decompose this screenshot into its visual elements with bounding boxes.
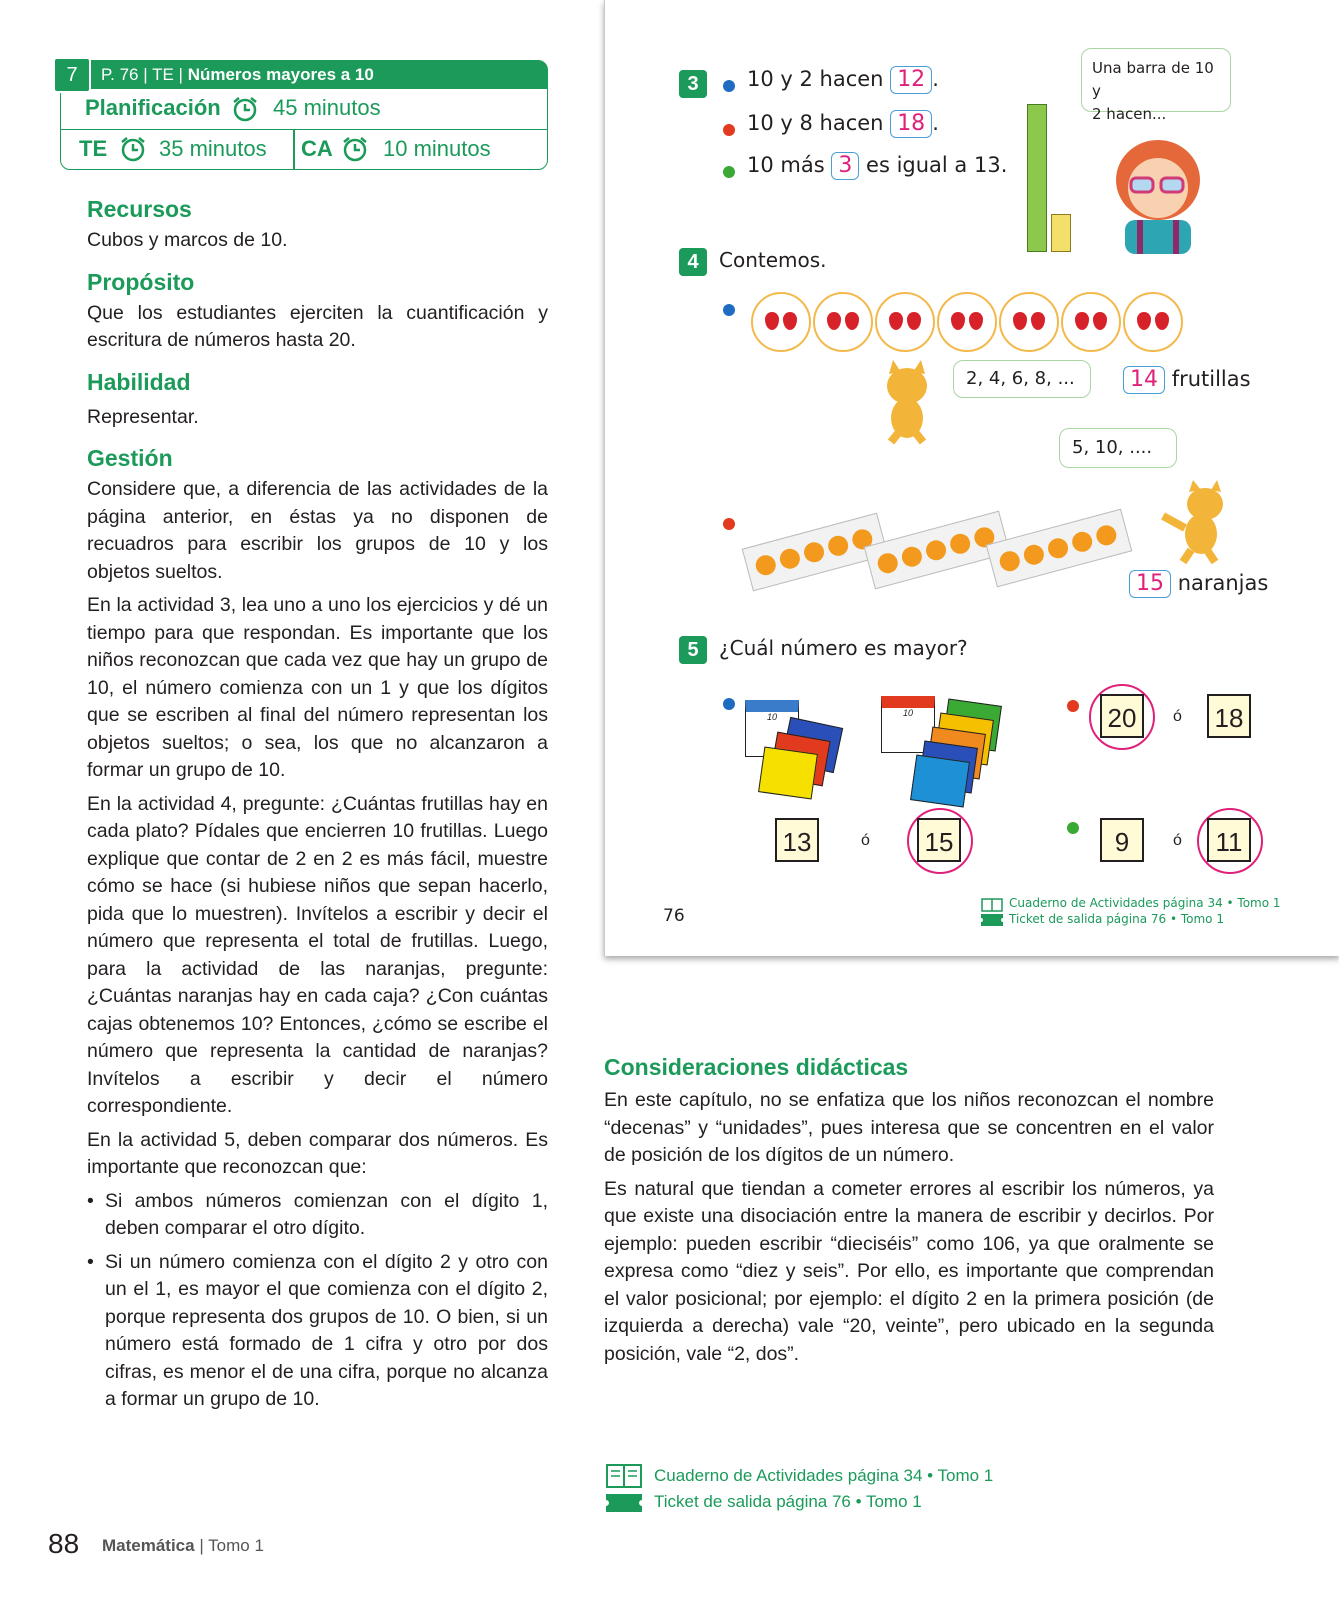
strawberry bbox=[907, 312, 921, 330]
orange bbox=[875, 551, 899, 575]
consid-paragraph: Es natural que tiendan a cometer errores al escribir los números, ya que existe una disociación entre la manera de escribir y decirlos. Por ejemplo: pueden escribir “dieciséis” como 106, ya que oralmente se expresa como “diez y seis”. Por ello, es importante que comprendan el valor posicional; por ejemplo: el dígito 2 en la primera posición (de izquierda a derecha) vale “20, veinte”, pero ubicado en la segunda posición, vale “2, dos”. bbox=[604, 1177, 1214, 1365]
notebook-icon bbox=[606, 1464, 642, 1488]
ten-bar-block bbox=[1027, 104, 1047, 252]
strawberry bbox=[1031, 312, 1045, 330]
te-time: 35 minutos bbox=[159, 136, 267, 161]
proposito-title: Propósito bbox=[87, 268, 195, 295]
ca-label: CA bbox=[301, 136, 333, 161]
strawberry bbox=[1093, 312, 1107, 330]
strawberry-plate bbox=[813, 292, 873, 352]
alarm-clock-icon bbox=[119, 135, 147, 163]
footer-ref-activities: Cuaderno de Actividades página 34 • Tomo 1 bbox=[654, 1466, 994, 1485]
ten-card-label: 10 bbox=[902, 708, 913, 718]
consid-paragraph: En este capítulo, no se enfatiza que los niños reconozcan el nombre “decenas” y “unidades”, pues interesa que se concentren en el valor de posición de los dígitos de un número. bbox=[604, 1089, 1214, 1166]
gestion-bullet: • Si ambos números comienzan con el dígito 1, deben comparar el otro dígito. bbox=[87, 1188, 548, 1243]
compare-number: 20 bbox=[1100, 694, 1144, 738]
red-dot bbox=[723, 124, 735, 136]
ex3-answer-3: 3 bbox=[831, 152, 859, 180]
student-footer-ref: Ticket de salida página 76 • Tomo 1 bbox=[1009, 912, 1224, 926]
strawberry bbox=[969, 312, 983, 330]
orange bbox=[1070, 530, 1094, 554]
green-dot bbox=[723, 166, 735, 178]
ca-time: 10 minutos bbox=[383, 136, 491, 161]
time-split-row bbox=[61, 129, 547, 169]
strawberry-plate bbox=[999, 292, 1059, 352]
orange bbox=[997, 549, 1021, 573]
strawberry bbox=[889, 312, 903, 330]
orange bbox=[802, 540, 826, 564]
girl-illustration bbox=[1103, 128, 1213, 254]
oranges-label: naranjas bbox=[1177, 571, 1269, 595]
strawberry bbox=[827, 312, 841, 330]
strawberry bbox=[765, 312, 779, 330]
proposito-text: Que los estudiantes ejerciten la cuantificación y escritura de números hasta 20. bbox=[87, 301, 548, 351]
ex3-line-3 bbox=[747, 152, 1007, 180]
blue-dot bbox=[723, 304, 735, 316]
orange bbox=[826, 534, 850, 558]
strawberry bbox=[951, 312, 965, 330]
volume-name: Tomo 1 bbox=[208, 1536, 264, 1555]
orange bbox=[948, 532, 972, 556]
planning-row bbox=[61, 89, 547, 130]
compare-number: 13 bbox=[775, 818, 819, 862]
alarm-clock-icon bbox=[231, 95, 259, 123]
habilidad-text: Representar. bbox=[87, 405, 199, 428]
didactic-considerations bbox=[604, 1054, 1214, 1368]
or-label: ó bbox=[861, 832, 870, 849]
orange bbox=[900, 544, 924, 568]
green-dot bbox=[1067, 822, 1079, 834]
strawberry bbox=[845, 312, 859, 330]
lesson-number: 7 bbox=[53, 57, 91, 93]
recursos-title: Recursos bbox=[87, 196, 192, 222]
strawberry bbox=[1137, 312, 1151, 330]
orange bbox=[1046, 536, 1070, 560]
orange bbox=[1094, 523, 1118, 547]
ticket-icon bbox=[606, 1494, 642, 1512]
strawberries-answer: 14 bbox=[1123, 366, 1165, 394]
lesson-header-bar bbox=[61, 61, 547, 89]
blue-dot bbox=[723, 80, 735, 92]
speech-bubble bbox=[1081, 48, 1231, 123]
bubble-line: 2 hacen... bbox=[1092, 105, 1167, 123]
page-footer-label: Matemática | Tomo 1 bbox=[102, 1536, 264, 1555]
exercise-3-badge: 3 bbox=[679, 70, 707, 98]
ticket-icon bbox=[981, 914, 1003, 926]
strawberry bbox=[1075, 312, 1089, 330]
section-code: TE bbox=[152, 65, 174, 84]
strawberry-plate bbox=[1061, 292, 1121, 352]
ex3-line-2-text: 10 y 8 hacen bbox=[747, 111, 884, 135]
unit-cubes bbox=[1051, 214, 1071, 252]
strawberry bbox=[783, 312, 797, 330]
student-page-thumbnail bbox=[604, 0, 1339, 956]
page-number: 88 bbox=[48, 1528, 80, 1559]
consid-title: Consideraciones didácticas bbox=[604, 1054, 909, 1080]
te-label: TE bbox=[79, 136, 108, 161]
exercise-4-badge: 4 bbox=[679, 248, 707, 276]
strawberry-plate bbox=[1123, 292, 1183, 352]
ex4-title: Contemos. bbox=[719, 248, 827, 272]
ex3-line-3-text: 10 más bbox=[747, 153, 825, 177]
exercise-5-badge: 5 bbox=[679, 636, 707, 664]
strawberry bbox=[1155, 312, 1169, 330]
lesson-header bbox=[60, 60, 548, 170]
strawberry-plate bbox=[751, 292, 811, 352]
or-label: ó bbox=[1173, 708, 1182, 725]
notebook-icon bbox=[981, 898, 1003, 912]
guide-text-column bbox=[87, 196, 548, 1414]
red-dot bbox=[723, 518, 735, 530]
gestion-title: Gestión bbox=[87, 445, 173, 471]
ten-card-label: 10 bbox=[766, 712, 777, 722]
compare-number: 18 bbox=[1207, 694, 1251, 738]
strawberry-plate bbox=[937, 292, 997, 352]
habilidad-title: Habilidad bbox=[87, 368, 191, 395]
footer-ref-ticket: Ticket de salida página 76 • Tomo 1 bbox=[654, 1492, 922, 1511]
bubble-line: Una barra de 10 y bbox=[1092, 59, 1214, 100]
planning-label: Planificación bbox=[85, 95, 221, 120]
ex3-line-3-tail: es igual a 13. bbox=[866, 153, 1008, 177]
compare-number: 11 bbox=[1207, 818, 1251, 862]
or-label: ó bbox=[1173, 832, 1182, 849]
counting-bubble: 2, 4, 6, 8, ... bbox=[953, 360, 1091, 398]
orange bbox=[1022, 542, 1046, 566]
unit-card bbox=[910, 754, 970, 807]
compare-number: 15 bbox=[917, 818, 961, 862]
oranges-answer: 15 bbox=[1129, 570, 1171, 598]
ex3-answer-2: 18 bbox=[890, 110, 932, 138]
ex4-result-oranges bbox=[1129, 570, 1268, 598]
lesson-topic: Números mayores a 10 bbox=[187, 65, 374, 84]
ex3-line-1-text: 10 y 2 hacen bbox=[747, 67, 884, 91]
strawberries-label: frutillas bbox=[1171, 367, 1251, 391]
ex4-result-strawberries bbox=[1123, 366, 1251, 394]
red-dot bbox=[1067, 700, 1079, 712]
cat-illustration bbox=[1153, 478, 1243, 568]
alarm-clock-icon bbox=[341, 135, 369, 163]
student-footer-ref: Cuaderno de Actividades página 34 • Tomo 1 bbox=[1009, 896, 1281, 910]
blue-dot bbox=[723, 698, 735, 710]
orange bbox=[753, 553, 777, 577]
orange-box bbox=[986, 509, 1133, 588]
orange bbox=[778, 546, 802, 570]
strawberry bbox=[1013, 312, 1027, 330]
counting-bubble: 5, 10, .... bbox=[1059, 428, 1177, 468]
ex3-line-1: 10 y 2 hacen 12 . bbox=[747, 67, 939, 92]
gestion-paragraph: En la actividad 4, pregunte: ¿Cuántas frutillas hay en cada plato? Pídales que encierren 10 frutillas. Luego explique que contar de 2 en 2 es más fácil, muestre cómo se hace (si hubiese niños que sepan hacerlo, pida que lo muestren). Invítelos a escribir y decir el número que representa el total de frutillas. Luego, para la actividad de las naranjas, pregunte: ¿Cuántas naranjas hay en cada caja? ¿Con cuántas cajas obtenemos 10? Entonces, ¿cómo se escribe el número que representa la cantidad de naranjas? Invítelos a escribir y decir el número correspondiente. bbox=[87, 792, 548, 1117]
recursos-text: Cubos y marcos de 10. bbox=[87, 229, 288, 251]
ex3-answer-1: 12 bbox=[890, 66, 932, 94]
subject-name: Matemática bbox=[102, 1536, 195, 1555]
planning-time: 45 minutos bbox=[273, 95, 381, 120]
compare-number: 9 bbox=[1100, 818, 1144, 862]
cat-illustration bbox=[867, 358, 947, 448]
ex5-title: ¿Cuál número es mayor? bbox=[719, 636, 968, 660]
divider bbox=[293, 129, 295, 169]
gestion-bullet: • Si un número comienza con el dígito 2 y otro con un el 1, es mayor el que comienza con el dígito 2, porque representa dos grupos de 10. O bien, si un número está formado de 1 cifra y otro por dos cifras, es menor el de una cifra, porque no alcanza a formar un grupo de 10. bbox=[87, 1249, 548, 1414]
gestion-paragraph: Considere que, a diferencia de las actividades de la página anterior, en éstas ya no disponen de recuadros para escribir los grupos de 10 y los objetos sueltos. bbox=[87, 478, 548, 583]
ex3-line-2: 10 y 8 hacen 18 . bbox=[747, 111, 939, 136]
lesson-breadcrumb: P. 76 | TE | Números mayores a 10 bbox=[101, 65, 374, 84]
gestion-paragraph: En la actividad 3, lea uno a uno los ejercicios y dé un tiempo para que respondan. Es importante que los niños reconozcan que cada vez que hay un grupo de 10, el número comienza con un 1 y que los dígitos que se escriben al final del número representan los objetos sueltos; o sea, los que no alcanzaron a formar un grupo de 10. bbox=[87, 594, 548, 781]
student-page-number: 76 bbox=[663, 906, 685, 926]
gestion-paragraph: En la actividad 5, deben comparar dos números. Es importante que reconozcan que: bbox=[87, 1128, 548, 1178]
strawberry-plate bbox=[875, 292, 935, 352]
orange bbox=[924, 538, 948, 562]
unit-card bbox=[758, 746, 818, 799]
page-ref: P. 76 bbox=[101, 65, 139, 84]
